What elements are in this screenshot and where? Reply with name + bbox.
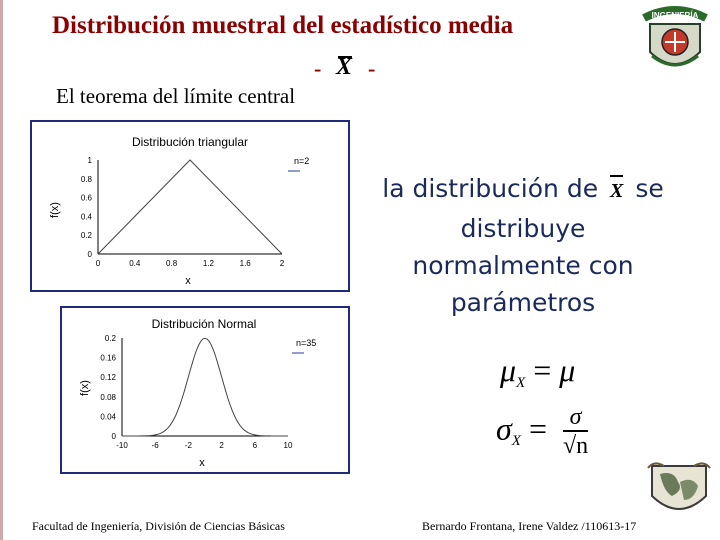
unam-shield-logo	[644, 460, 714, 522]
chart1-x-tick-label: 1.6	[239, 259, 251, 268]
chart1-x-tick-label: 0.8	[166, 259, 178, 268]
sd-formula-lhs: σ	[496, 410, 512, 447]
sd-formula-sub: X	[511, 433, 521, 450]
chart2-x-tick-label: -6	[151, 441, 159, 450]
description-line-2: distribuye	[460, 214, 586, 243]
engineering-logo	[638, 4, 712, 78]
triangular-chart-frame	[30, 120, 350, 292]
slide-title: Distribución muestral del estadístico media	[52, 12, 514, 39]
description-line-4: parámetros	[450, 288, 596, 317]
title-xbar-symbol: X	[336, 54, 353, 80]
mean-formula	[500, 352, 575, 389]
triangular-chart	[32, 122, 348, 290]
chart2-title: Distribución Normal	[151, 317, 257, 331]
description-text	[358, 170, 688, 321]
chart1-x-tick-label: 2	[279, 259, 285, 268]
chart2-y-tick-label: 0.12	[100, 373, 116, 383]
chart2-x-tick-label: -2	[184, 441, 192, 450]
chart1-x-tick-label: 1.2	[202, 259, 214, 268]
sd-formula-equals: =	[528, 410, 547, 447]
chart1-legend: n=2	[294, 156, 310, 166]
chart1-y-tick-label: 1	[87, 156, 92, 165]
footer-authors: Bernardo Frontana, Irene Valdez /110613-17	[422, 519, 637, 533]
normal-chart-frame	[60, 306, 350, 474]
chart2-y-tick-label: 0.2	[104, 334, 116, 343]
chart1-x-tick-label: 0	[95, 259, 101, 268]
chart2-legend: n=35	[296, 338, 317, 348]
title-dash-right: -	[368, 56, 376, 81]
description-line-1b: se	[635, 174, 664, 203]
slide-subtitle: El teorema del límite central	[56, 84, 296, 108]
chart1-series-line	[98, 160, 282, 254]
chart2-y-tick-label: 0	[111, 432, 116, 441]
chart1-title: Distribución triangular	[131, 135, 249, 149]
slide-left-edge	[0, 0, 3, 540]
sd-formula	[496, 404, 588, 460]
chart1-y-tick-label: 0	[87, 250, 92, 259]
sd-formula-numerator: σ	[563, 404, 588, 432]
chart1-x-tick-label: 0.4	[129, 259, 141, 268]
sd-formula-fraction	[563, 404, 588, 460]
title-symbol-group	[312, 52, 382, 80]
normal-chart	[62, 308, 348, 472]
mean-formula-lhs: μ	[500, 352, 517, 388]
footer-institution: Facultad de Ingeniería, División de Ciencias Básicas	[32, 519, 285, 533]
chart2-x-tick-label: -10	[116, 441, 128, 450]
chart1-y-tick-label: 0.6	[80, 193, 92, 203]
chart2-xlabel: x	[199, 457, 205, 469]
chart1-y-tick-label: 0.4	[80, 212, 92, 222]
chart1-xlabel: x	[185, 275, 191, 287]
chart1-ylabel: f(x)	[49, 202, 61, 218]
chart2-y-tick-label: 0.04	[100, 412, 116, 422]
description-line-3: normalmente con	[412, 251, 634, 280]
title-dash-left: -	[314, 56, 322, 81]
chart2-y-tick-label: 0.08	[100, 392, 116, 402]
description-xbar-symbol: X	[606, 173, 627, 210]
description-line-1	[358, 170, 688, 210]
mean-formula-rhs: μ	[559, 352, 576, 388]
chart2-x-tick-label: 6	[252, 441, 258, 450]
mean-formula-sub: X	[516, 375, 526, 391]
chart2-x-tick-label: 2	[219, 441, 224, 450]
logo-text: INGENIERÍA	[651, 11, 699, 20]
chart2-series-line	[122, 338, 288, 436]
chart2-y-tick-label: 0.16	[100, 353, 116, 363]
chart1-y-tick-label: 0.8	[80, 174, 92, 184]
description-line-1a: la distribución de	[382, 174, 599, 203]
sd-formula-denominator: √n	[563, 433, 589, 459]
chart1-y-tick-label: 0.2	[80, 231, 92, 241]
chart2-x-tick-label: 10	[283, 441, 293, 450]
chart2-ylabel: f(x)	[79, 380, 91, 396]
mean-formula-equals: =	[533, 352, 552, 388]
